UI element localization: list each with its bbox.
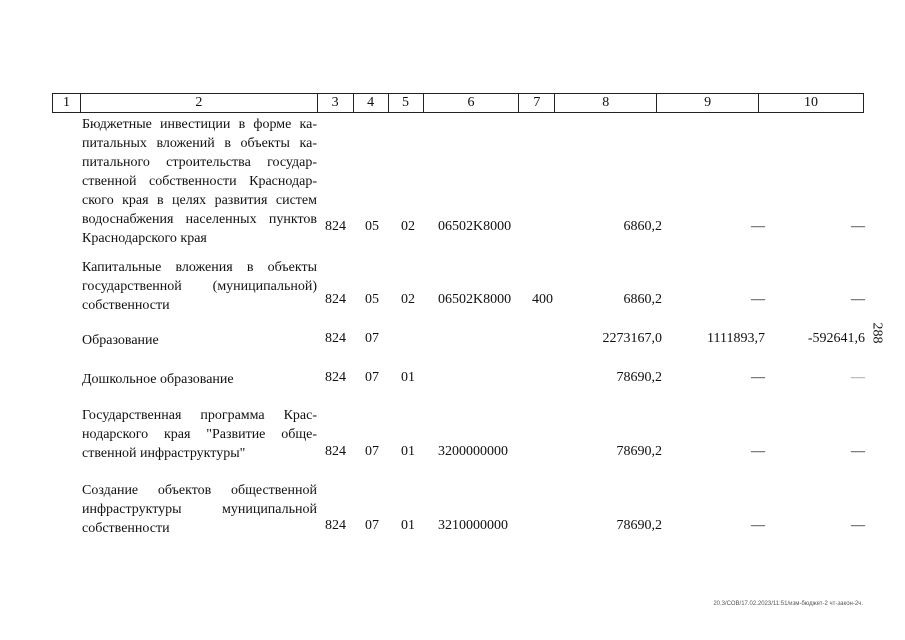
cell-subsection: 01 <box>401 444 415 459</box>
desc-line: ственной собственности Краснодар- <box>82 174 317 189</box>
cell-subsection: 01 <box>401 370 415 385</box>
header-cell-8: 8 <box>555 94 657 112</box>
header-cell-6: 6 <box>424 94 520 112</box>
cell-amount-8: 78690,2 <box>616 370 662 385</box>
cell-subsection: 01 <box>401 518 415 533</box>
cell-amount-9: 1111893,7 <box>707 331 765 346</box>
desc-line: собственности <box>82 521 170 536</box>
desc-line: ственной инфраструктуры" <box>82 446 246 461</box>
desc-line: питального строительства государ- <box>82 155 317 170</box>
page-number: 288 <box>869 322 885 344</box>
desc-line: инфраструктуры муниципальной <box>82 502 317 517</box>
desc-line: питальных вложений в объекты ка- <box>82 136 317 151</box>
header-cell-4: 4 <box>354 94 389 112</box>
row-description <box>82 406 317 463</box>
desc-line: государственной (муниципальной) <box>82 279 317 294</box>
cell-amount-10: — <box>851 444 865 459</box>
cell-section: 07 <box>365 370 379 385</box>
cell-amount-10: — <box>851 292 865 307</box>
row-description <box>82 115 317 248</box>
footer-note: 20.3/СОВ/17.02.2023/11:51/изм-бюджет-2 чт-закон-2ч. <box>713 601 863 607</box>
cell-amount-9: — <box>751 518 765 533</box>
cell-amount-9: — <box>751 370 765 385</box>
row-description <box>82 258 317 315</box>
cell-amount-8: 2273167,0 <box>602 331 662 346</box>
cell-subsection: 02 <box>401 292 415 307</box>
cell-amount-8: 78690,2 <box>616 518 662 533</box>
cell-section: 05 <box>365 292 379 307</box>
header-cell-2: 2 <box>81 94 318 112</box>
header-cell-3: 3 <box>318 94 354 112</box>
desc-line: Дошкольное образование <box>82 372 234 387</box>
cell-amount-10: — <box>851 518 865 533</box>
table-header-row <box>52 93 864 113</box>
cell-subsection: 02 <box>401 219 415 234</box>
cell-amount-10: -592641,6 <box>807 331 865 346</box>
cell-ministry: 824 <box>325 331 346 346</box>
row-description <box>82 481 317 538</box>
cell-ministry: 824 <box>325 292 346 307</box>
cell-expense-type: 400 <box>532 292 553 307</box>
desc-line: ского края в целях развития систем <box>82 193 317 208</box>
desc-line: Создание объектов общественной <box>82 483 317 498</box>
header-cell-5: 5 <box>389 94 424 112</box>
cell-ministry: 824 <box>325 219 346 234</box>
cell-amount-9: — <box>751 444 765 459</box>
cell-target-article: 06502K8000 <box>438 219 512 234</box>
cell-ministry: 824 <box>325 444 346 459</box>
desc-line: водоснабжения населенных пунктов <box>82 212 317 227</box>
row-description <box>82 331 317 350</box>
cell-section: 07 <box>365 331 379 346</box>
cell-amount-8: 6860,2 <box>623 292 662 307</box>
cell-section: 07 <box>365 518 379 533</box>
cell-amount-8: 78690,2 <box>616 444 662 459</box>
cell-target-article: 06502K8000 <box>438 292 512 307</box>
cell-ministry: 824 <box>325 370 346 385</box>
cell-amount-9: — <box>751 292 765 307</box>
cell-section: 07 <box>365 444 379 459</box>
cell-section: 05 <box>365 219 379 234</box>
cell-ministry: 824 <box>325 518 346 533</box>
header-cell-7: 7 <box>519 94 555 112</box>
cell-amount-8: 6860,2 <box>623 219 662 234</box>
desc-line: Краснодарского края <box>82 231 207 246</box>
desc-line: Государственная программа Крас- <box>82 408 317 423</box>
desc-line: Образование <box>82 333 159 348</box>
cell-target-article: 3210000000 <box>438 518 508 533</box>
cell-amount-10: — <box>851 219 865 234</box>
cell-target-article: 3200000000 <box>438 444 508 459</box>
header-cell-9: 9 <box>657 94 759 112</box>
header-cell-1: 1 <box>53 94 81 112</box>
row-description <box>82 370 317 389</box>
cell-amount-10: — <box>851 370 865 385</box>
desc-line: Бюджетные инвестиции в форме ка- <box>82 117 317 132</box>
desc-line: собственности <box>82 298 170 313</box>
header-cell-10: 10 <box>804 95 819 110</box>
desc-line: Капитальные вложения в объекты <box>82 260 317 275</box>
desc-line: нодарского края "Развитие обще- <box>82 427 317 442</box>
cell-amount-9: — <box>751 219 765 234</box>
